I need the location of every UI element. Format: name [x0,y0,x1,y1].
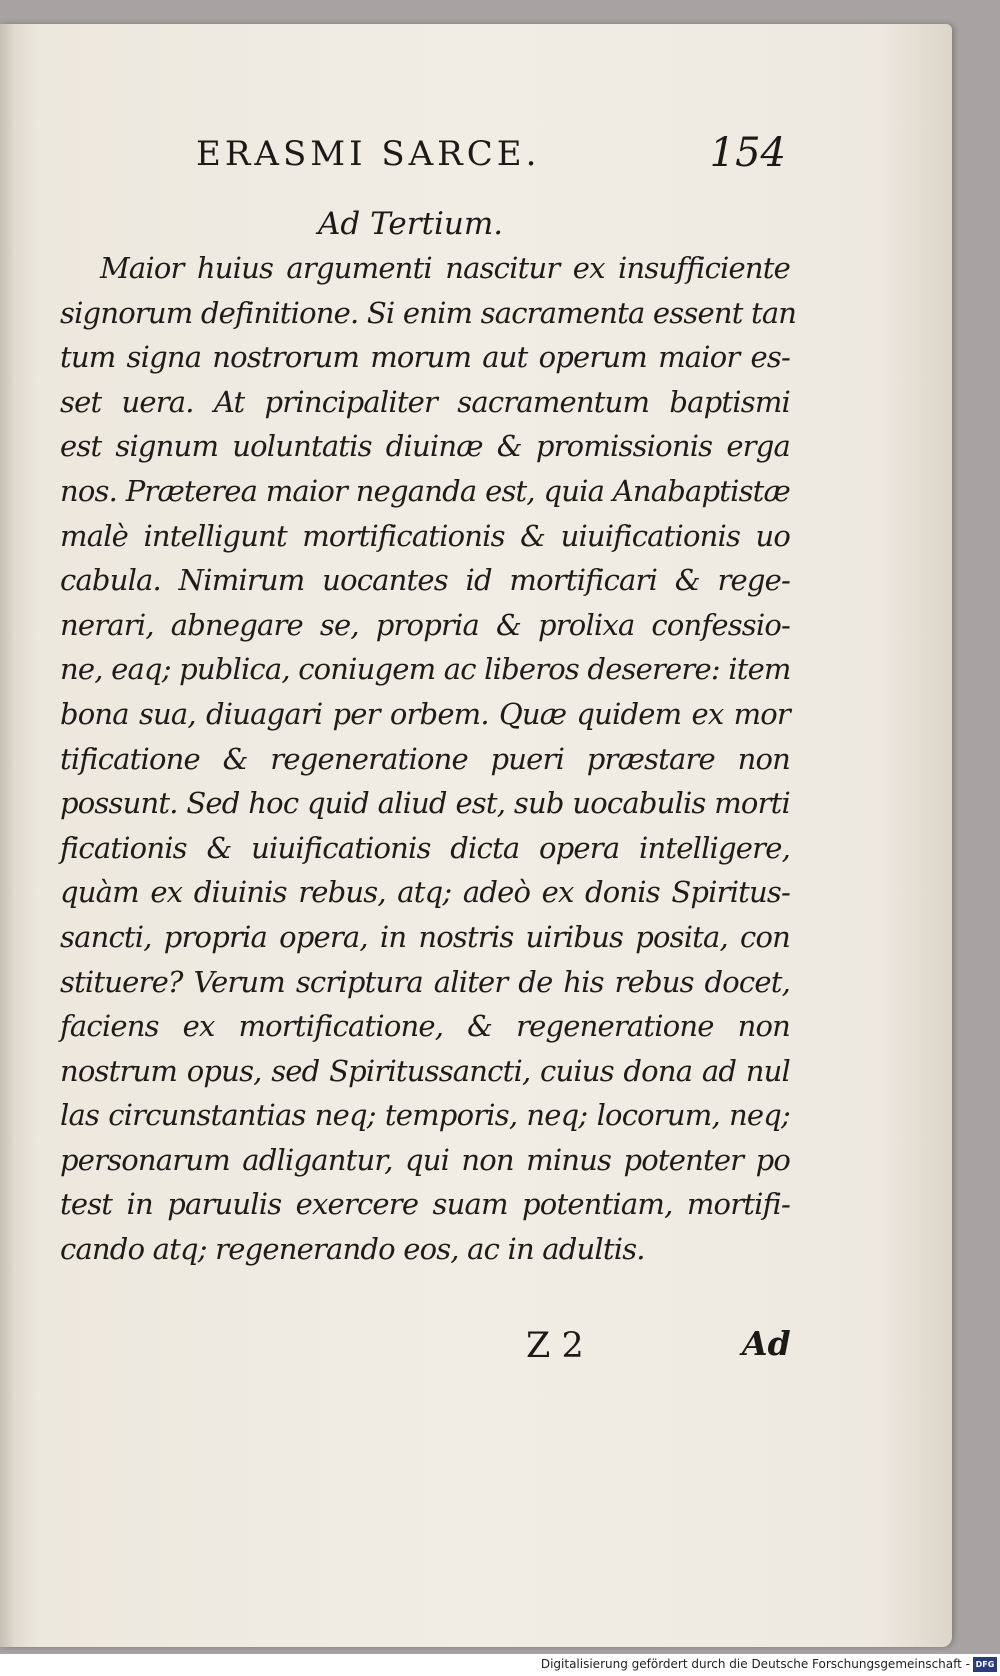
text-line: nostrum opus, sed Spiritussancti, cuius dona ad nul [60,1053,790,1088]
text-line: personarum adligantur, qui non minus potenter po [60,1142,790,1177]
dfg-logo-icon: DFG [973,1657,997,1672]
text-line: Maior huius argumenti nascitur ex insufficiente [100,251,790,285]
footer-credit: Digitalisierung gefördert durch die Deutsche Forschungsgemeinschaft - [540,1657,970,1671]
text-line: las circunstantias neq; temporis, neq; locorum, neq; [60,1098,790,1133]
text-line: nos. Præterea maior neganda est, quia Anabaptistæ [60,473,790,508]
section-heading: Ad Tertium. [318,206,504,242]
text-line: sancti, propria opera, in nostris uiribus posita, con [60,919,790,954]
text-line: test in paruulis exercere suam potentiam, mortifi- [60,1187,790,1222]
text-line: malè intelligunt mortificationis & uiuificationis uo [60,518,790,553]
text-line: tum signa nostrorum morum aut operum maior es- [60,340,790,375]
body-text [60,246,797,1272]
page-number: 154 [709,130,786,176]
text-line: quàm ex diuinis rebus, atq; adeò ex donis Spiritus- [60,875,790,910]
text-line: stituere? Verum scriptura aliter de his rebus docet, [60,964,790,999]
text-line: set uera. At principaliter sacramentum baptismi [60,384,790,419]
running-title: ERASMI SARCE. [196,134,541,174]
text-line: signorum definitione. Si enim sacramenta essent tan [60,295,797,330]
signature-mark: Z 2 [526,1326,584,1366]
footer-bar [0,1654,1000,1676]
text-line: ne, eaq; publica, coniugem ac liberos deserere: item [60,652,791,687]
running-head [196,122,786,182]
text-line: tificatione & regeneratione pueri præstare non [60,741,790,776]
text-line: cabula. Nimirum uocantes id mortificari & rege- [60,563,790,598]
text-line: possunt. Sed hoc quid aliud est, sub uocabulis morti [60,786,790,821]
text-line: faciens ex mortificatione, & regeneratione non [60,1009,790,1044]
text-line: ficationis & uiuificationis dicta opera intelligere, [60,830,790,865]
text-line: cando atq; regenerando eos, ac in adultis. [60,1232,645,1267]
book-page [0,24,952,1647]
text-line: bona sua, diuagari per orbem. Quæ quidem ex mor [60,696,790,731]
text-line: est signum uoluntatis diuinæ & promissionis erga [60,429,790,464]
catchword: Ad [742,1324,791,1363]
text-line: nerari, abnegare se, propria & prolixa confessio- [60,607,790,642]
